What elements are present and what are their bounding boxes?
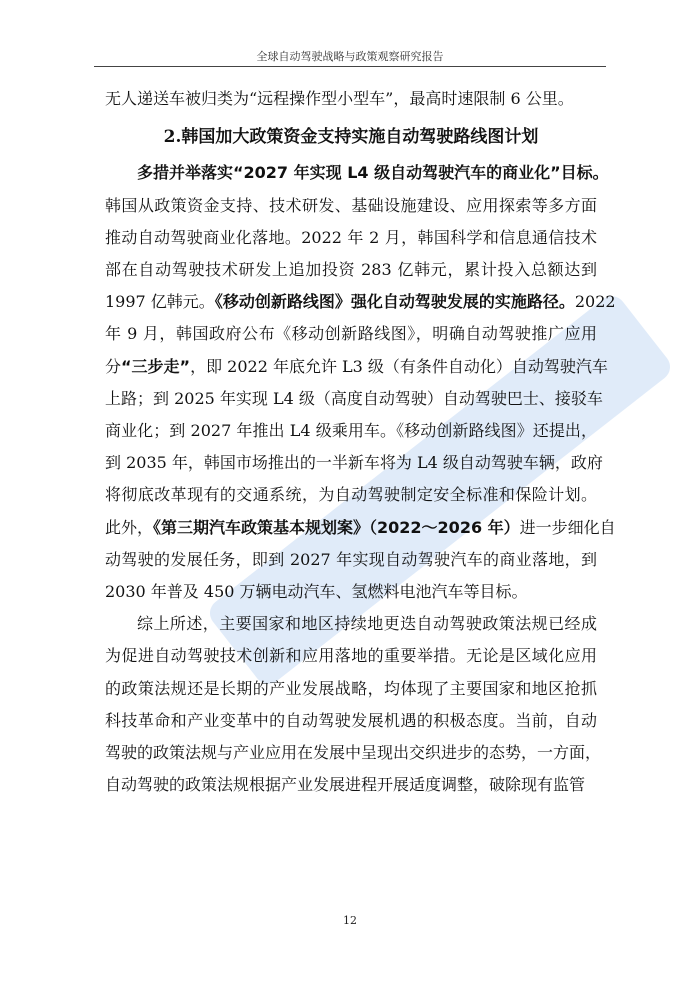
text-run: 科技革命和产业变革中的自动驾驶发展机遇的积极态度。当前，自动 — [105, 710, 597, 730]
text-line — [105, 318, 597, 350]
bold-text: 《移动创新路线图》强化自动驾驶发展的实施路径。 — [214, 292, 575, 312]
header-divider — [94, 66, 606, 67]
text-line — [105, 286, 616, 318]
text-run: 将彻底改革现有的交通系统，为自动驾驶制定安全标准和保险计划。 — [105, 485, 597, 505]
text-line — [105, 254, 597, 286]
text-run: 的政策法规还是长期的产业发展战略，均体现了主要国家和地区抢抓 — [105, 678, 597, 698]
document-body — [105, 83, 616, 801]
text-line — [105, 222, 597, 254]
bold-text: 多措并举落实“2027 年实现 L4 级自动驾驶汽车的商业化”目标。 — [137, 163, 609, 183]
text-line — [105, 608, 597, 640]
text-run: 自动驾驶的政策法规根据产业发展进程开展适度调整，破除现有监管 — [105, 775, 586, 795]
text-line — [105, 705, 597, 737]
text-line — [105, 544, 597, 576]
page-header-title: 全球自动驾驶战略与政策观察研究报告 — [256, 50, 444, 63]
text-line — [105, 383, 603, 415]
paragraph-korea-policy — [105, 157, 616, 608]
text-line — [105, 351, 608, 383]
text-run: 到 2035 年，韩国市场推出的一半新车将为 L4 级自动驾驶车辆，政府 — [105, 453, 603, 473]
text-line — [105, 479, 597, 511]
text-line — [105, 576, 597, 608]
text-line — [105, 157, 609, 189]
text-run: 年 9 月，韩国政府公布《移动创新路线图》，明确自动驾驶推广应用 — [105, 324, 597, 344]
text-line — [105, 190, 597, 222]
text-line — [105, 737, 602, 769]
text-run: 进一步细化自 — [519, 517, 616, 537]
text-run: 商业化；到 2027 年推出 L4 级乘用车。《移动创新路线图》还提出， — [105, 421, 597, 441]
text-run: 为促进自动驾驶技术创新和应用落地的重要举措。无论是区域化应用 — [105, 646, 597, 666]
page-number: 12 — [343, 914, 357, 927]
text-run: 综上所述，主要国家和地区持续地更迭自动驾驶政策法规已经成 — [137, 614, 597, 634]
text-line — [105, 512, 616, 544]
text-run: 韩国从政策资金支持、技术研发、基础设施建设、应用探索等多方面 — [105, 195, 597, 215]
text-run: 1997 亿韩元。 — [105, 292, 215, 312]
text-run: 2022 — [574, 292, 616, 312]
text-run: 动驾驶的发展任务，即到 2027 年实现自动驾驶汽车的商业落地，到 — [105, 549, 597, 569]
text-line — [105, 769, 597, 801]
text-run: 分 — [105, 356, 122, 376]
text-run: ，即 2022 年底允许 L3 级（有条件自动化）自动驾驶汽车 — [190, 356, 608, 376]
text-line — [105, 415, 597, 447]
text-line — [105, 447, 603, 479]
section-heading: 2.韩国加大政策资金支持实施自动驾驶路线图计划 — [163, 127, 539, 148]
text-run: 上路；到 2025 年实现 L4 级（高度自动驾驶）自动驾驶巴士、接驳车 — [105, 388, 603, 408]
text-line — [105, 673, 597, 705]
text-run: 2030 年普及 450 万辆电动汽车、氢燃料电池汽车等目标。 — [105, 582, 528, 602]
text-run: 推动自动驾驶商业化落地。2022 年 2 月，韩国科学和信息通信技术 — [105, 227, 597, 247]
text-run: 无人递送车被归类为“远程操作型小型车”，最高时速限制 6 公里。 — [105, 89, 574, 108]
text-run: 此外， — [105, 517, 154, 537]
text-run: 部在自动驾驶技术研发上追加投资 283 亿韩元，累计投入总额达到 — [105, 260, 597, 280]
bold-text: “三步走” — [121, 356, 191, 376]
text-line — [105, 83, 597, 115]
text-line — [105, 640, 597, 672]
paragraph-summary — [105, 608, 602, 801]
paragraph-continuation — [105, 83, 597, 115]
text-run: 驾驶的政策法规与产业应用在发展中呈现出交织进步的态势，一方面， — [105, 743, 602, 763]
bold-text: 《第三期汽车政策基本规划案》（2022～2026 年） — [153, 517, 520, 537]
